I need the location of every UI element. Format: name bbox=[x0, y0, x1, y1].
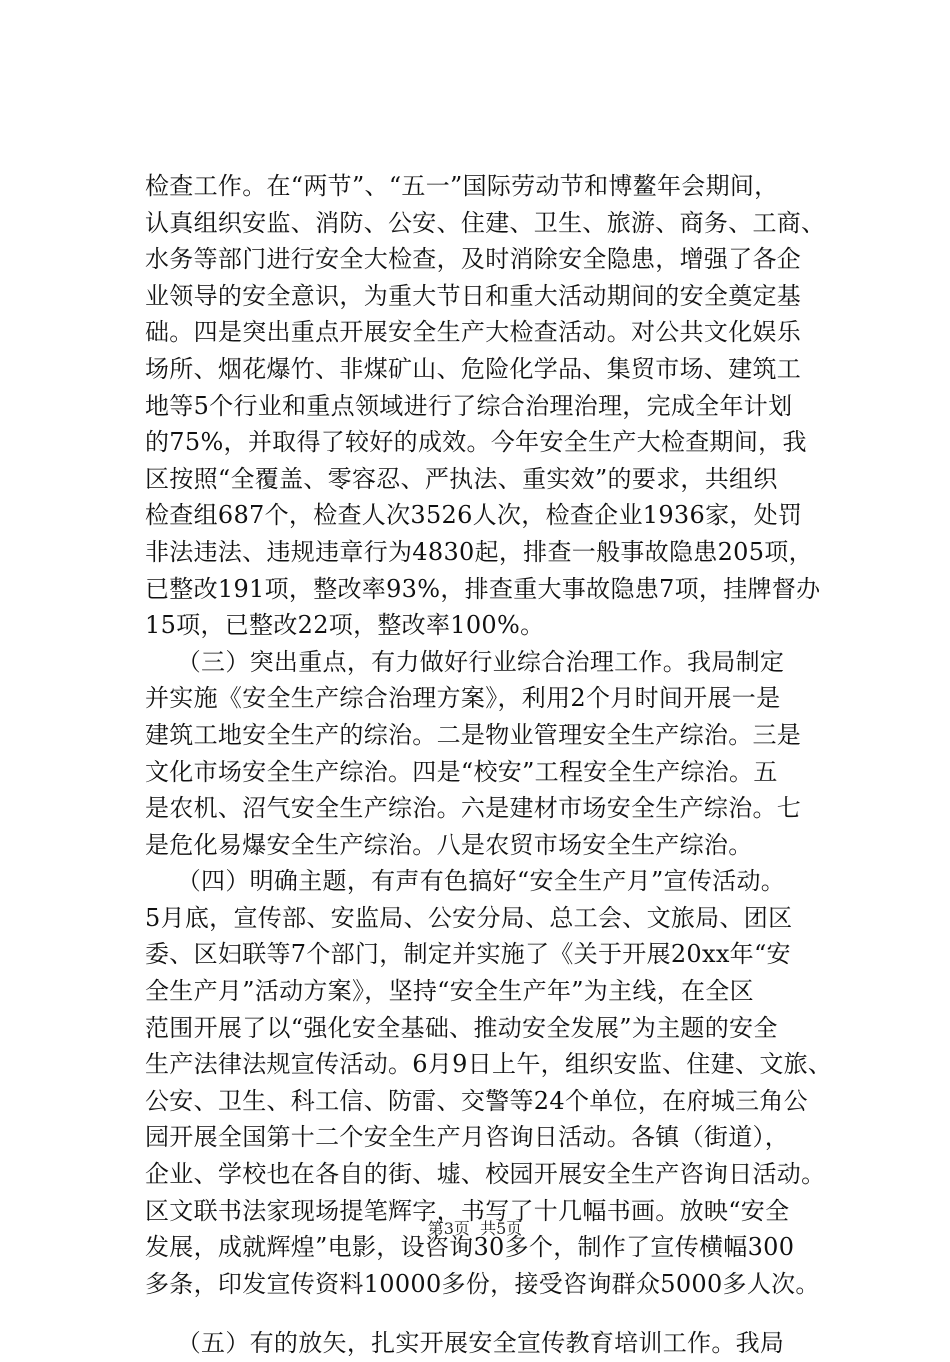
text-line: 15项，已整改22项，整改率100%。 bbox=[145, 611, 545, 640]
text-line: 地等5个行业和重点领域进行了综合治理治理，完成全年计划 bbox=[145, 391, 793, 420]
text-line: 水务等部门进行安全大检查，及时消除安全隐患，增强了各企 bbox=[145, 245, 802, 274]
text-line: 检查组687个，检查人次3526人次，检查企业1936家，处罚 bbox=[145, 501, 803, 530]
text-line: 非法违法、违规违章行为4830起，排查一般事故隐患205项， bbox=[145, 537, 813, 566]
text-line: 多条，印发宣传资料10000多份，接受咨询群众5000多人次。 bbox=[145, 1269, 820, 1298]
text-line: 区文联书法家现场提笔辉字，书写了十几幅书画。放映“安全 bbox=[145, 1196, 790, 1225]
text-line: 场所、烟花爆竹、非煤矿山、危险化学品、集贸市场、建筑工 bbox=[145, 354, 802, 383]
text-line: 全生产月”活动方案》，坚持“安全生产年”为主线，在全区 bbox=[145, 977, 754, 1006]
text-line: 是危化易爆安全生产综治。八是农贸市场安全生产综治。 bbox=[145, 830, 753, 859]
text-line: 检查工作。在“两节”、“五一”国际劳动节和博鳌年会期间， bbox=[145, 172, 779, 200]
text-line: 并实施《安全生产综合治理方案》，利用2个月时间开展一是 bbox=[145, 684, 781, 713]
body-text bbox=[145, 168, 845, 1362]
text-line: （三）突出重点，有力做好行业综合治理工作。我局制定 bbox=[145, 647, 785, 676]
text-line: 的75%，并取得了较好的成效。今年安全生产大检查期间，我 bbox=[145, 428, 807, 457]
text-line: 是农机、沼气安全生产综治。六是建材市场安全生产综治。七 bbox=[145, 794, 802, 823]
text-line: 建筑工地安全生产的综治。二是物业管理安全生产综治。三是 bbox=[145, 720, 802, 749]
text-line: 公安、卫生、科工信、防雷、交警等24个单位，在府城三角公 bbox=[145, 1086, 808, 1115]
text-line: 园开展全国第十二个安全生产月咨询日活动。各镇（街道）， bbox=[145, 1123, 790, 1152]
text-line: 范围开展了以“强化安全基础、推动安全发展”为主题的安全 bbox=[145, 1013, 778, 1042]
text-line: 生产法律法规宣传活动。6月9日上午，组织安监、住建、文旅、 bbox=[145, 1050, 833, 1079]
text-line: 企业、学校也在各自的街、墟、校园开展安全生产咨询日活动。 bbox=[145, 1160, 826, 1189]
text-line: 5月底，宣传部、安监局、公安分局、总工会、文旅局、团区 bbox=[145, 903, 793, 932]
page-footer: 第3页 共5页 bbox=[427, 1219, 523, 1238]
paragraph-gap bbox=[145, 1302, 845, 1325]
text-line: 委、区妇联等7个部门，制定并实施了《关于开展20xx年“安 bbox=[145, 940, 791, 969]
text-line: 认真组织安监、消防、公安、住建、卫生、旅游、商务、工商、 bbox=[145, 208, 826, 237]
text-line: （五）有的放矢，扎实开展安全宣传教育培训工作。我局 bbox=[145, 1329, 785, 1358]
text-line: 区按照“全覆盖、零容忍、严执法、重实效”的要求，共组织 bbox=[145, 464, 778, 493]
text-line: （四）明确主题，有声有色搞好“安全生产月”宣传活动。 bbox=[145, 867, 786, 896]
text-line: 已整改191项，整改率93%，排查重大事故隐患7项，挂牌督办 bbox=[145, 574, 821, 603]
text-line: 业领导的安全意识，为重大节日和重大活动期间的安全奠定基 bbox=[145, 281, 802, 310]
text-line: 发展，成就辉煌”电影，设咨询30多个，制作了宣传横幅300 bbox=[145, 1233, 795, 1262]
text-line: 础。四是突出重点开展安全生产大检查活动。对公共文化娱乐 bbox=[145, 318, 802, 347]
text-line: 文化市场安全生产综治。四是“校安”工程安全生产综治。五 bbox=[145, 757, 778, 786]
